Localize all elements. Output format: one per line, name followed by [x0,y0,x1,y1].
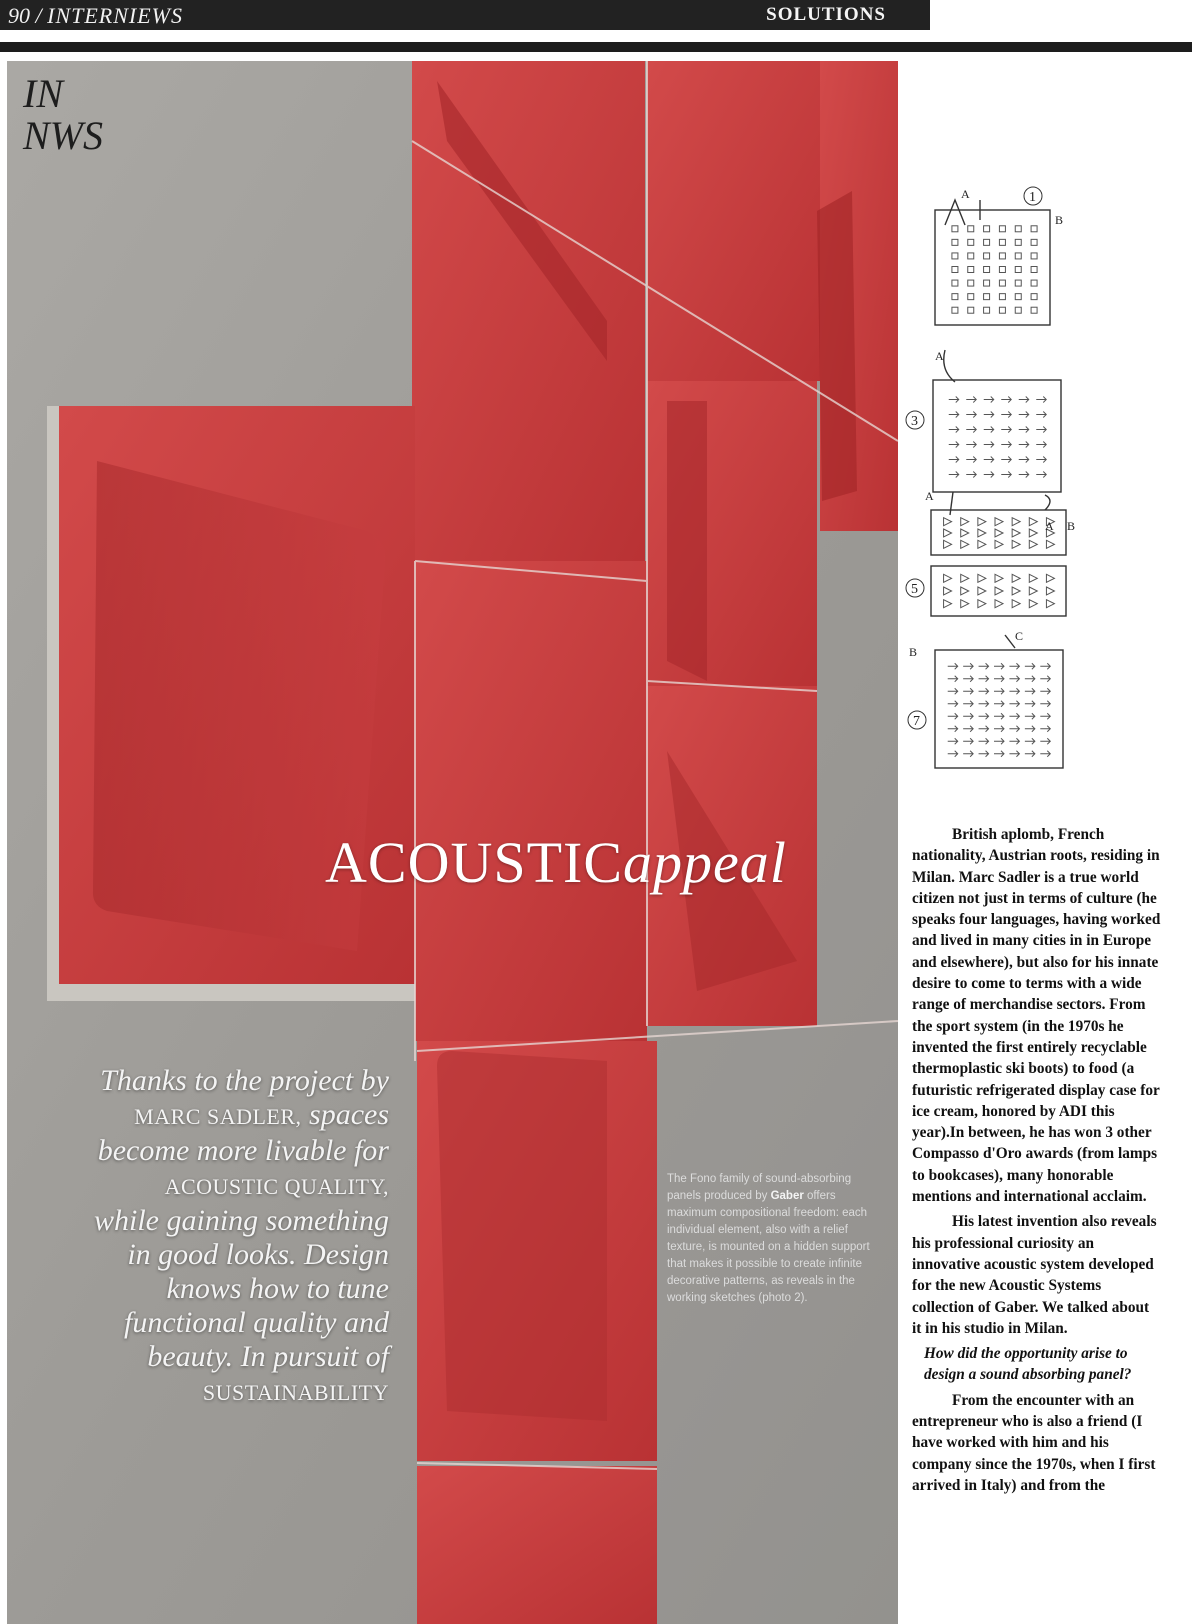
sketch-mark [948,751,958,757]
sketch-mark [963,676,973,682]
sketch-mark [948,726,958,732]
sketch-mark [952,280,958,286]
section-label: SOLUTIONS [766,4,886,25]
sketch-mark [984,239,990,245]
sketch-mark [979,713,989,719]
sketch-letter: B [1067,519,1076,533]
sketch-mark [1015,239,1021,245]
sketch-mark [949,427,959,433]
sketch-mark [966,442,976,448]
sketch-mark [1029,529,1037,537]
sketch-number [908,711,926,729]
sketch-mark [979,663,989,669]
sketch-mark [1036,412,1046,418]
svg-text:5: 5 [911,582,918,597]
sketch-mark [1040,713,1050,719]
sketch-mark [1036,472,1046,478]
sketch-mark [978,587,986,595]
sketch-mark [1046,587,1054,595]
sketch-mark [1029,540,1037,548]
sketch-mark [1015,294,1021,300]
sketch-mark [1009,701,1019,707]
sketch-mark [963,688,973,694]
sketch-mark [1009,726,1019,732]
sketch-mark [984,397,994,403]
sketch-mark [963,738,973,744]
sketch-mark [1029,518,1037,526]
sketch-letter: A [925,489,934,503]
deck-line: while gaining something [94,1204,389,1237]
sketch-mark [999,280,1005,286]
sketch-mark [948,663,958,669]
sketch-mark [984,280,990,286]
sketch-mark [1009,751,1019,757]
sketch-mark [1029,587,1037,595]
deck-line: MARC SADLER, [134,1104,302,1129]
sketch-mark [966,427,976,433]
sketch-mark [1031,280,1037,286]
sketch-mark [1031,253,1037,259]
sketch-mark [1001,397,1011,403]
logo-line-1: IN [23,71,63,116]
sketch-mark [1036,442,1046,448]
sketch-mark [966,457,976,463]
folio [8,3,183,29]
sketch-mark [978,540,986,548]
sketch-mark [966,397,976,403]
sketch-mark [1009,688,1019,694]
sketch-mark [1015,226,1021,232]
sketch-mark [978,600,986,608]
sketch-mark [999,226,1005,232]
sketch-mark [949,472,959,478]
article-headline [325,829,787,896]
sketch-mark [979,701,989,707]
sketch-mark [1029,574,1037,582]
sketch-mark [1012,600,1020,608]
article-body [912,824,1162,1496]
sketch-mark [1012,587,1020,595]
sketch-mark [948,688,958,694]
deck-line: knows how to tune [166,1272,389,1305]
sketch-mark [979,751,989,757]
sketch-mark [944,518,952,526]
article-paragraph: British aplomb, French nationality, Austrian roots, residing in Milan. Marc Sadler is a true world citizen not just in terms of culture (he speaks four languages, having worked and lived in many cities in in Europe and elsewhere), but also for his innate desire to come to terms with a wide range of merchandise sectors. From the sport system (in the 1970s he invented the first entirely recyclable thermoplastic ski boots) to food (a futuristic refrigerated display case for ice cream, honored by ADI this year).In between, he has won 3 other Compasso d'Oro awards (from lamps to bookcases), many honorable mentions and international acclaim. [912,826,1161,1206]
sketch-mark [1031,294,1037,300]
sketch-mark [1009,676,1019,682]
sketch-mark [994,726,1004,732]
sketch-mark [1040,726,1050,732]
sketch-letter: B [1055,213,1064,227]
sketch-mark [1009,663,1019,669]
sketch-mark [1031,226,1037,232]
sketch-mark [984,457,994,463]
sketch-drawing [905,60,1160,780]
deck-line: functional quality and [124,1306,389,1339]
sketch-mark [952,267,958,273]
sketch-mark [1012,518,1020,526]
caption-text: The Fono family of sound-absorbing panels produced by [667,1173,852,1202]
sketch-mark [949,412,959,418]
sketch-mark [1029,600,1037,608]
sketch-mark [999,307,1005,313]
sketch-mark [1025,751,1035,757]
sketch-mark [978,574,986,582]
sketch-mark [1019,442,1029,448]
sketch-mark [1001,412,1011,418]
sketch-mark [984,267,990,273]
sketch-mark [979,676,989,682]
sketch-mark [966,412,976,418]
sketch-mark [1040,688,1050,694]
sketch-mark [1040,663,1050,669]
sketch-mark [999,239,1005,245]
sketch-mark [979,738,989,744]
logo-line-2: NWS [23,113,103,158]
sketch-mark [1046,600,1054,608]
deck-line: ACOUSTIC QUALITY, [164,1174,389,1199]
sketch-mark [944,600,952,608]
sketch-mark [1040,701,1050,707]
sketch-mark [1036,397,1046,403]
article-paragraph: From the encounter with an entrepreneur who is also a friend (I have worked with him and his company since the 1970s, when I first arrived in Italy) and from the [912,1391,1156,1494]
header-rule [0,42,1192,52]
sketch-mark [979,688,989,694]
sketch-mark [995,574,1003,582]
sketch-mark [944,540,952,548]
sketch-mark [995,540,1003,548]
sketch-mark [1025,663,1035,669]
sketch-mark [994,663,1004,669]
sketch-mark [961,529,969,537]
sketch-mark [961,574,969,582]
sketch-mark [944,587,952,595]
headline-part-2: appeal [623,830,787,895]
sketch-mark [1015,280,1021,286]
sketch-mark [948,701,958,707]
sketch-mark [1025,738,1035,744]
sketch-mark [1025,713,1035,719]
sketch-mark [994,713,1004,719]
sketch-mark [1046,574,1054,582]
in-news-logo [21,71,121,161]
sketch-mark [999,253,1005,259]
sketch-letter: A [935,349,944,363]
sketch-mark [952,294,958,300]
sketch-mark [1001,472,1011,478]
sketch-mark [1019,397,1029,403]
sketch-mark [963,701,973,707]
page-number: 90 [8,3,30,28]
deck-line: become more livable for [97,1134,389,1167]
sketch-mark [1040,751,1050,757]
sketch-number [906,579,924,597]
sketch-mark [1040,676,1050,682]
sketch-mark [978,529,986,537]
sketch-mark [961,600,969,608]
sketch-number [1024,187,1042,205]
sketch-mark [984,294,990,300]
sketch-mark [952,253,958,259]
sketch-mark [995,518,1003,526]
article-paragraph: His latest invention also reveals his professional curiosity an innovative acoustic system developed for the new Acoustic Systems collection of Gaber. We talked about it in his studio in Milan. [912,1213,1157,1337]
sketch-mark [994,701,1004,707]
sketch-mark [968,267,974,273]
sketch-mark [963,663,973,669]
sketch-mark [952,226,958,232]
sketch-mark [1012,574,1020,582]
svg-text:1: 1 [1029,190,1036,205]
sketch-mark [1019,472,1029,478]
sketch-mark [1025,676,1035,682]
sketch-mark [968,239,974,245]
sketch-number [906,411,924,429]
sketch-mark [944,529,952,537]
sketch-letter: A [1045,519,1054,533]
magazine-name: INTERNIEWS [47,3,184,28]
svg-text:7: 7 [913,714,920,729]
sketch-mark [961,518,969,526]
deck-line: spaces [309,1098,389,1131]
sketch-mark [1025,688,1035,694]
sketch-mark [1031,239,1037,245]
sketch-mark [994,751,1004,757]
sketch-mark [1015,267,1021,273]
sketch-letter: C [1015,629,1024,643]
sketch-mark [984,472,994,478]
sketch-mark [968,253,974,259]
interview-question: How did the opportunity arise to design a sound absorbing panel? [924,1345,1132,1384]
deck-line: beauty. In pursuit of [147,1340,389,1373]
sketch-mark [978,518,986,526]
sketch-mark [995,600,1003,608]
headline-part-1: ACOUSTIC [325,830,624,895]
sketch-mark [1025,701,1035,707]
sketch-mark [994,738,1004,744]
sketch-mark [1019,412,1029,418]
sketch-mark [984,253,990,259]
sketch-mark [1036,427,1046,433]
folio-separator: / [35,3,42,28]
sketch-mark [1046,540,1054,548]
sketch-mark [952,307,958,313]
sketch-mark [949,397,959,403]
sketch-mark [1015,253,1021,259]
sketch-mark [961,587,969,595]
sketch-mark [994,676,1004,682]
sketch-mark [984,307,990,313]
sketch-mark [968,280,974,286]
sketch-mark [968,294,974,300]
hero-photo [7,61,898,1624]
sketch-mark [963,751,973,757]
sketch-mark [999,294,1005,300]
caption-brand: Gaber [770,1190,804,1202]
sketch-mark [1012,540,1020,548]
sketch-mark [1001,442,1011,448]
sketch-mark [961,540,969,548]
article-deck [17,1064,389,1410]
sketch-mark [1015,307,1021,313]
sketch-mark [1019,457,1029,463]
sketch-mark [944,574,952,582]
sketch-mark [1040,738,1050,744]
sketch-mark [994,688,1004,694]
sketch-mark [979,726,989,732]
sketch-letter: B [909,645,918,659]
sketch-mark [1009,738,1019,744]
sketch-mark [968,307,974,313]
sketch-mark [1036,457,1046,463]
svg-text:3: 3 [911,414,918,429]
sketch-mark [1001,427,1011,433]
sketch-mark [948,676,958,682]
sketch-mark [968,226,974,232]
sketch-mark [1025,726,1035,732]
working-sketches [905,60,1160,780]
sketch-mark [952,239,958,245]
sketch-mark [949,457,959,463]
sketch-mark [984,226,990,232]
photo-caption [667,1171,872,1307]
deck-line: Thanks to the project by [100,1064,389,1097]
sketch-mark [984,427,994,433]
sketch-mark [1009,713,1019,719]
sketch-mark [995,529,1003,537]
header-bar [0,0,930,30]
sketch-mark [963,726,973,732]
sketch-mark [1031,307,1037,313]
sketch-mark [966,472,976,478]
sketch-mark [1031,267,1037,273]
sketch-mark [984,442,994,448]
sketch-mark [948,738,958,744]
sketch-mark [949,442,959,448]
sketch-mark [995,587,1003,595]
sketch-mark [1012,529,1020,537]
sketch-letter: A [961,187,970,201]
deck-line: in good looks. Design [127,1238,389,1271]
caption-text: offers maximum compositional freedom: each individual element, also with a relief texture, is mounted on a hidden support that makes it possible to create infinite decorative patterns, as reveals in the working sketches (photo 2). [667,1190,870,1304]
sketch-mark [999,267,1005,273]
sketch-mark [1019,427,1029,433]
sketch-mark [1001,457,1011,463]
sketch-mark [984,412,994,418]
sketch-mark [948,713,958,719]
sketch-mark [963,713,973,719]
deck-line: SUSTAINABILITY [202,1380,389,1405]
